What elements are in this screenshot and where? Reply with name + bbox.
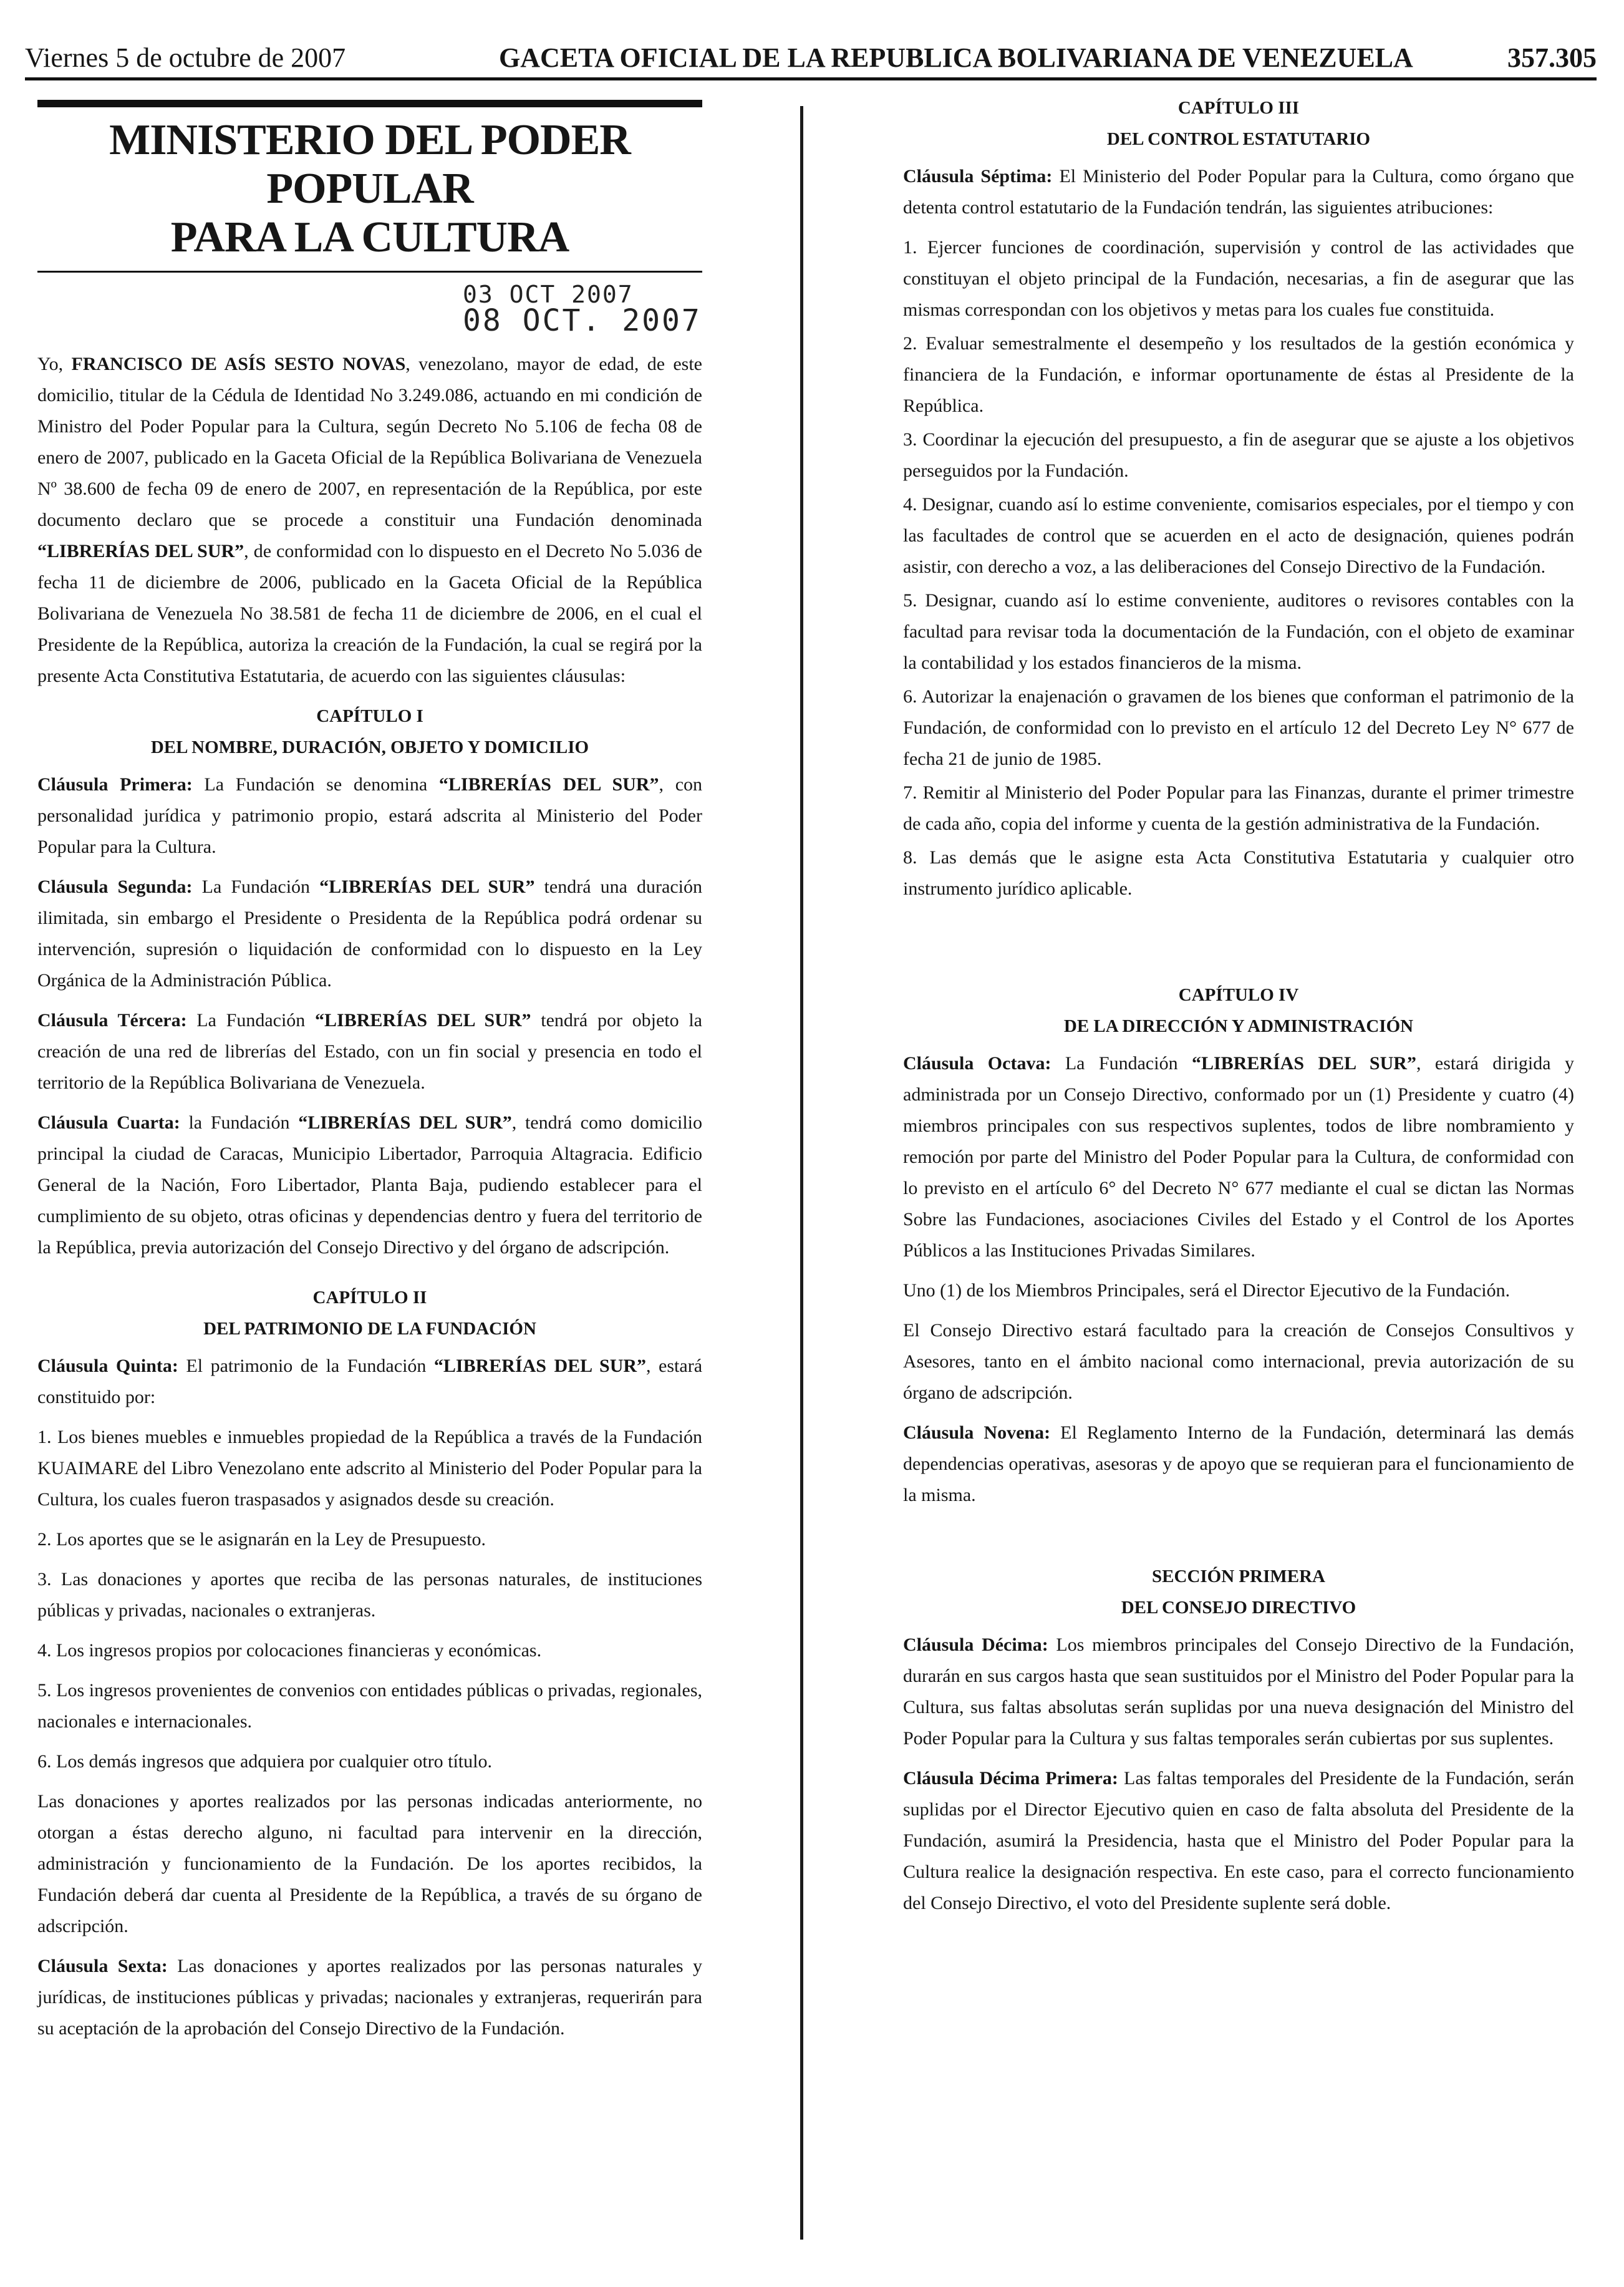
clause-3 bbox=[37, 1005, 702, 1099]
foundation-name: “LIBRERÍAS DEL SUR” bbox=[37, 541, 244, 561]
clause-text: tendrá una duración ilimitada, sin embargo el Presidente o Presidenta de la República podrá ordenar su intervención, supresión o liquidación de conformidad con lo dispuesto en la Ley Orgánica de la Administración Pública. bbox=[37, 876, 702, 991]
clause-text: La Fundación bbox=[1051, 1053, 1192, 1074]
clause-label: Cláusula Séptima: bbox=[903, 166, 1053, 187]
clause-text: La Fundación se denomina bbox=[192, 774, 439, 795]
intro-paragraph bbox=[37, 349, 702, 692]
attribution-item-4: 4. Designar, cuando así lo estime conveniente, comisarios especiales, por el tiempo y con las facultades de control que se acuerden en el acto de designación, quienes podrán asistir, con derecho a voz, a las deliberaciones del Consejo Directivo de la Fundación. bbox=[903, 494, 1574, 577]
chapter-2-title: CAPÍTULO II bbox=[312, 1288, 427, 1308]
chapter-4-subtitle: DE LA DIRECCIÓN Y ADMINISTRACIÓN bbox=[1063, 1016, 1414, 1036]
chapter-1-subtitle: DEL NOMBRE, DURACIÓN, OBJETO Y DOMICILIO bbox=[150, 737, 589, 757]
attribution-item-5: 5. Designar, cuando así lo estime conveniente, auditores o revisores contables con la facultad para revisar toda la documentación de la Fundación, con el objeto de examinar la contabilidad y los estados financieros de la misma. bbox=[903, 590, 1574, 673]
ministry-top-rule bbox=[37, 100, 702, 107]
clause-5 bbox=[37, 1351, 702, 1413]
chapter-1-title: CAPÍTULO I bbox=[316, 706, 423, 726]
clause-8-paragraph-2: Uno (1) de los Miembros Principales, será el Director Ejecutivo de la Fundación. bbox=[903, 1280, 1510, 1301]
clause-label: Cláusula Sexta: bbox=[37, 1956, 168, 1976]
ministry-title-line2: PARA LA CULTURA bbox=[170, 213, 569, 261]
clause-text: La Fundación bbox=[192, 876, 320, 897]
foundation-name: “LIBRERÍAS DEL SUR” bbox=[319, 876, 535, 897]
clause-text: La Fundación bbox=[186, 1010, 316, 1031]
intro-text-1: , venezolano, mayor de edad, de este domicilio, titular de la Cédula de Identidad No 3.249.086, actuando en mi condición de Ministro del Poder Popular para la Cultura, según Decreto No 5.106 de fecha 08 de enero de 2007, publicado en la Gaceta Oficial de la República Bolivariana de Venezuela Nº 38.600 de fecha 09 de enero de 2007, en representación de la República, por este documento declaro que se procede a constituir una Fundación denominada bbox=[37, 354, 702, 530]
attribution-item-3: 3. Coordinar la ejecución del presupuesto, a fin de asegurar que se ajuste a los objetivos perseguidos por la Fundación. bbox=[903, 429, 1574, 481]
spacer bbox=[903, 913, 1574, 976]
header-title: GACETA OFICIAL DE LA REPUBLICA BOLIVARIANA DE VENEZUELA bbox=[499, 42, 1413, 73]
clause-9 bbox=[903, 1417, 1574, 1511]
clause-label: Cláusula Quinta: bbox=[37, 1356, 178, 1376]
header-page-number: 357.305 bbox=[1507, 42, 1597, 73]
clause-text: El patrimonio de la Fundación bbox=[178, 1356, 434, 1376]
chapter-3-subtitle: DEL CONTROL ESTATUTARIO bbox=[1106, 129, 1371, 149]
gazette-header bbox=[25, 37, 1597, 79]
chapter-4-title: CAPÍTULO IV bbox=[1178, 985, 1299, 1005]
foundation-name: “LIBRERÍAS DEL SUR” bbox=[1192, 1053, 1416, 1074]
left-column bbox=[37, 100, 702, 2053]
section-1-subtitle: DEL CONSEJO DIRECTIVO bbox=[1121, 1598, 1356, 1618]
clause-8 bbox=[903, 1048, 1574, 1266]
clause-label: Cláusula Segunda: bbox=[37, 876, 193, 897]
right-column bbox=[903, 92, 1574, 1928]
clause-text: tendrá por objeto la creación de una red de librerías del Estado, con un fin social y presencia en todo el territorio de la República Bolivariana de Venezuela. bbox=[37, 1010, 702, 1093]
attribution-item-8: 8. Las demás que le asigne esta Acta Constitutiva Estatutaria y cualquier otro instrumento jurídico aplicable. bbox=[903, 847, 1574, 899]
attribution-item-6: 6. Autorizar la enajenación o gravamen de los bienes que conforman el patrimonio de la Fundación, de conformidad con lo previsto en el artículo 12 del Decreto Ley N° 677 de fecha 21 de junio de 1985. bbox=[903, 686, 1574, 769]
clause-text: El Reglamento Interno de la Fundación, determinará las demás dependencias operativas, asesoras y de apoyo que se requieran para el funcionamiento de la misma. bbox=[903, 1422, 1574, 1505]
attribution-item-1: 1. Ejercer funciones de coordinación, supervisión y control de las actividades que constituyan el objeto principal de la Fundación, necesarias, a fin de asegurar que las mismas correspondan con los objetivos y metas para los cuales fue constituida. bbox=[903, 237, 1574, 320]
clause-4 bbox=[37, 1107, 702, 1263]
minister-name: FRANCISCO DE ASÍS SESTO NOVAS bbox=[71, 354, 406, 374]
clause-7 bbox=[903, 161, 1574, 223]
clause-label: Cláusula Tércera: bbox=[37, 1010, 187, 1031]
patrimony-item-4: 4. Los ingresos propios por colocaciones financieras y económicas. bbox=[37, 1640, 542, 1661]
clause-text: El Ministerio del Poder Popular para la Cultura, como órgano que detenta control estatutario de la Fundación tendrán, las siguientes atribuciones: bbox=[903, 166, 1575, 218]
clause-text: , estará constituido por: bbox=[37, 1356, 703, 1407]
clause-6 bbox=[37, 1951, 702, 2044]
header-rule bbox=[25, 77, 1597, 80]
foundation-name: “LIBRERÍAS DEL SUR” bbox=[315, 1010, 531, 1031]
clause-label: Cláusula Décima Primera: bbox=[903, 1768, 1118, 1789]
attribution-item-7: 7. Remitir al Ministerio del Poder Popular para las Finanzas, durante el primer trimestre de cada año, copia del informe y cuenta de la gestión administrativa de la Fundación. bbox=[903, 782, 1574, 834]
clause-text: , tendrá como domicilio principal la ciudad de Caracas, Municipio Libertador, Parroquia Altagracia. Edificio General de la Nación, Foro Libertador, Planta Baja, pudiendo establecer para el cumplimiento de su objeto, otras oficinas y dependencias dentro y fuera del territorio de la República, previa autorización del Consejo Directivo y del órgano de adscripción. bbox=[37, 1112, 702, 1258]
clause-label: Cláusula Novena: bbox=[903, 1422, 1051, 1443]
clause-label: Cláusula Primera: bbox=[37, 774, 193, 795]
chapter-3-title: CAPÍTULO III bbox=[1177, 98, 1300, 118]
patrimony-item-6: 6. Los demás ingresos que adquiera por cualquier otro título. bbox=[37, 1751, 492, 1772]
clause-8-paragraph-3: El Consejo Directivo estará facultado para la creación de Consejos Consultivos y Asesores, tanto en el ámbito nacional como internacional, previa autorización de su órgano de adscripción. bbox=[903, 1320, 1574, 1403]
column-divider bbox=[800, 106, 803, 2240]
clause-text: Las faltas temporales del Presidente de la Fundación, serán suplidas por el Director Ejecutivo quien en caso de falta absoluta del Presidente de la Fundación, asumirá la Presidencia, hasta que el Ministro del Poder Popular para la Cultura realice la designación respectiva. En este caso, para el correcto funcionamiento del Consejo Directivo, el voto del Presidente suplente será doble. bbox=[903, 1768, 1574, 1913]
patrimony-item-3: 3. Las donaciones y aportes que reciba de las personas naturales, de instituciones públicas y privadas, nacionales o extranjeras. bbox=[37, 1569, 702, 1621]
ministry-bottom-rule bbox=[37, 271, 702, 273]
clause-text: la Fundación bbox=[180, 1112, 299, 1133]
clause-text: , con personalidad jurídica y patrimonio propio, estará adscrita al Ministerio del Poder Popular para la Cultura. bbox=[37, 774, 703, 857]
spacer bbox=[903, 1520, 1574, 1557]
clause-10 bbox=[903, 1629, 1574, 1754]
patrimony-item-5: 5. Los ingresos provenientes de convenios con entidades públicas o privadas, regionales, nacionales e internacionales. bbox=[37, 1680, 702, 1732]
clause-label: Cláusula Octava: bbox=[903, 1053, 1051, 1074]
clause-text: Los miembros principales del Consejo Directivo de la Fundación, durarán en sus cargos hasta que sean sustituidos por el Ministro del Poder Popular para la Cultura, sus faltas absolutas serán suplidas por una nueva designación del Ministro del Poder Popular para la Cultura y sus faltas temporales serán cubiertas por sus suplentes. bbox=[903, 1634, 1574, 1749]
clause-1 bbox=[37, 769, 702, 863]
chapter-2-subtitle: DEL PATRIMONIO DE LA FUNDACIÓN bbox=[203, 1319, 536, 1339]
clause-2 bbox=[37, 872, 702, 996]
date-stamp-received: 03 OCT 2007 bbox=[463, 281, 634, 308]
clause-label: Cláusula Décima: bbox=[903, 1634, 1048, 1655]
clause-text: , estará dirigida y administrada por un Consejo Directivo, conformado por un (1) Presidente y cuatro (4) miembros principales con sus respectivos suplentes, todos de libre nombramiento y remoción por parte del Ministro del Poder Popular para la Cultura, de conformidad con lo previsto en el artículo 6° del Decreto N° 677 mediante el cual se dictan las Normas Sobre las Fundaciones, asociaciones Civiles del Estado y el Control de los Aportes Públicos a las Instituciones Privadas Similares. bbox=[903, 1053, 1574, 1261]
clause-label: Cláusula Cuarta: bbox=[37, 1112, 180, 1133]
foundation-name: “LIBRERÍAS DEL SUR” bbox=[433, 1356, 647, 1376]
clause-11 bbox=[903, 1763, 1574, 1919]
donations-paragraph: Las donaciones y aportes realizados por las personas indicadas anteriormente, no otorgan a éstas derecho alguno, ni facultad para intervenir en la dirección, administración y funcionamiento de la Fundación. De los aportes recibidos, la Fundación deberá dar cuenta al Presidente de la República, a través de su órgano de adscripción. bbox=[37, 1791, 702, 1936]
patrimony-item-1: 1. Los bienes muebles e inmuebles propiedad de la República a través de la Fundación KUAIMARE del Libro Venezolano ente adscrito al Ministerio del Poder Popular para la Cultura, los cuales fueron traspasados y asignados desde su creación. bbox=[37, 1427, 702, 1510]
clause-text: Las donaciones y aportes realizados por las personas naturales y jurídicas, de instituciones públicas y privadas; nacionales y extranjeras, requerirán para su aceptación de la aprobación del Consejo Directivo de la Fundación. bbox=[37, 1956, 702, 2039]
foundation-name: “LIBRERÍAS DEL SUR” bbox=[298, 1112, 512, 1133]
attribution-item-2: 2. Evaluar semestralmente el desempeño y los resultados de la gestión económica y financiera de la Fundación, e informar oportunamente de éstas al Presidente de la República. bbox=[903, 333, 1574, 416]
ministry-title-line1: MINISTERIO DEL PODER POPULAR bbox=[109, 116, 631, 213]
date-stamp-published: 08 OCT. 2007 bbox=[463, 303, 702, 338]
section-1-title: SECCIÓN PRIMERA bbox=[1152, 1566, 1325, 1586]
header-date: Viernes 5 de octubre de 2007 bbox=[25, 42, 346, 73]
intro-speaker: Yo, bbox=[37, 354, 72, 374]
intro-text-2: , de conformidad con lo dispuesto en el Decreto No 5.036 de fecha 11 de diciembre de 2006, publicado en la Gaceta Oficial de la República Bolivariana de Venezuela No 38.581 de fecha 11 de diciembre de 2006, en el cual el Presidente de la República, autoriza la creación de la Fundación, la cual se regirá por la presente Acta Constitutiva Estatutaria, de acuerdo con las siguientes cláusulas: bbox=[37, 541, 702, 686]
patrimony-item-2: 2. Los aportes que se le asignarán en la Ley de Presupuesto. bbox=[37, 1529, 486, 1550]
foundation-name: “LIBRERÍAS DEL SUR” bbox=[438, 774, 659, 795]
